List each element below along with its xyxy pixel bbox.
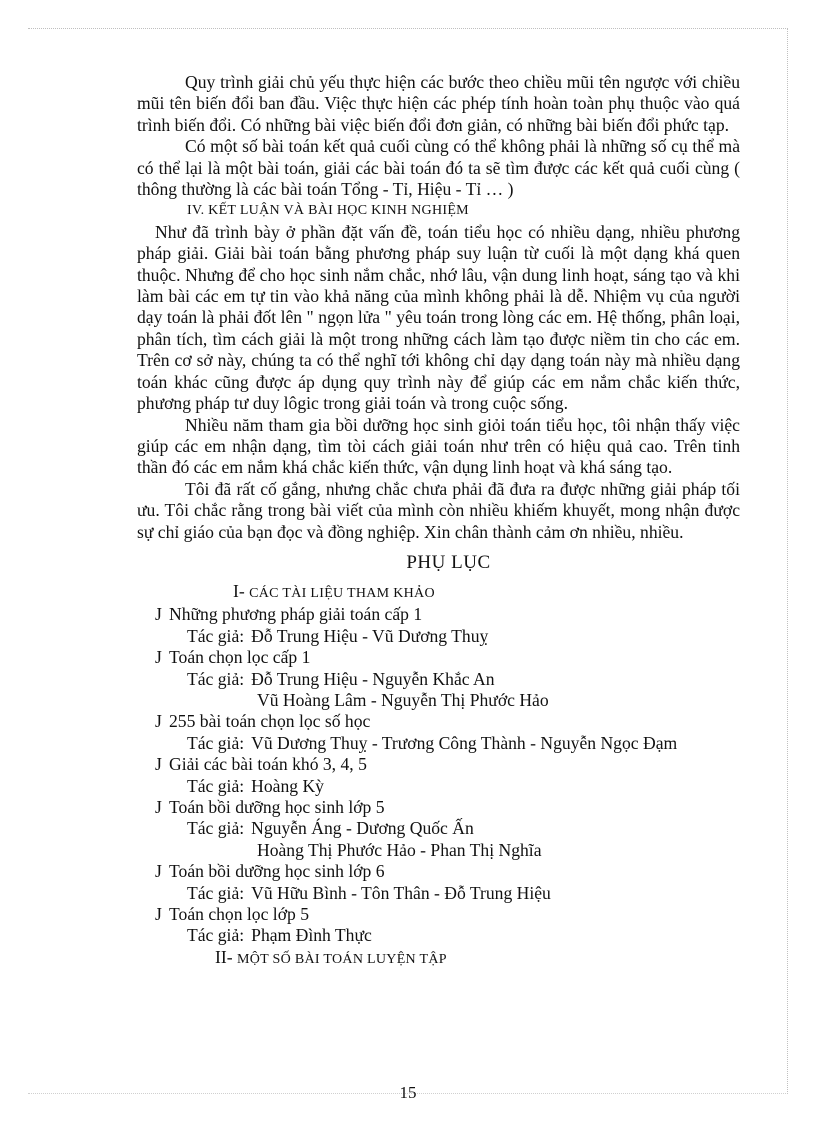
reference-title bbox=[137, 647, 740, 668]
page-number: 15 bbox=[399, 1083, 417, 1102]
author-names: Nguyễn Áng - Dương Quốc Ấn bbox=[251, 818, 474, 839]
reference-title bbox=[137, 797, 740, 818]
author-label: Tác giả: bbox=[187, 732, 245, 753]
paragraph-results: Có một số bài toán kết quả cuối cùng có thể không phải là những số cụ thể mà có thể lại là một bài toán, giải các bài toán đó ta sẽ tìm được các kết quả cuối cùng ( thông thường là các bài toán Tổng - Tỉ, Hiệu - Tỉ … ) bbox=[137, 136, 740, 200]
paragraph-conclusion-1: Như đã trình bày ở phần đặt vấn đề, toán tiểu học có nhiều dạng, nhiều phương pháp giải. Giải bài toán bằng phương pháp suy luận từ cuối là một dạng khá quen thuộc. Nhưng để cho học sinh nắm chắc, nhớ lâu, vận dung linh hoạt, sáng tạo và khi làm bài các em tự tin vào khả năng của mình không phải là dễ. Nhiệm vụ của người dạy toán là phải đốt lên " ngọn lửa " yêu toán trong lòng các em. Hệ thống, phân loại, phân tích, tìm cách giải là một trong những cách làm tạo được niềm tin cho các em. Trên cơ sở này, chúng ta có thể nghĩ tới không chỉ dạy dạng toán này mà nhiều dạng toán khác cũng được áp dụng quy trình này để giúp các em nắm chắc kiến thức, phương pháp tư duy lôgic trong giải toán và trong cuộc sống. bbox=[137, 221, 740, 414]
author-label: Tác giả: bbox=[187, 882, 245, 903]
references-heading-text: CÁC TÀI LIỆU THAM KHẢO bbox=[249, 585, 435, 601]
reference-list bbox=[137, 604, 740, 947]
reference-author bbox=[137, 626, 740, 647]
exercises-heading bbox=[137, 947, 740, 970]
reference-title-text: Những phương pháp giải toán cấp 1 bbox=[169, 604, 423, 625]
reference-author bbox=[137, 669, 740, 690]
author-names: Hoàng Kỳ bbox=[251, 775, 324, 796]
reference-title-text: Giải các bài toán khó 3, 4, 5 bbox=[169, 754, 367, 775]
author-label: Tác giả: bbox=[187, 775, 245, 796]
author-label: Tác giả: bbox=[187, 925, 245, 946]
bullet-icon: J bbox=[155, 904, 162, 925]
paragraph-conclusion-3: Tôi đã rất cố gắng, nhưng chắc chưa phải đã đưa ra được những giải pháp tối ưu. Tôi chắc rằng trong bài viết của mình còn nhiều khiếm khuyết, mong nhận được sự chỉ giáo của bạn đọc và đồng nghiệp. Xin chân thành cảm ơn nhiều, nhiều. bbox=[137, 478, 740, 542]
author-names-continued: Hoàng Thị Phước Hảo - Phan Thị Nghĩa bbox=[257, 839, 542, 860]
reference-title-text: Toán bồi dưỡng học sinh lớp 6 bbox=[169, 861, 385, 882]
paragraph-conclusion-2: Nhiều năm tham gia bồi dưỡng học sinh giỏi toán tiểu học, tôi nhận thấy việc giúp các em nhận dạng, tìm tòi cách giải toán như trên có hiệu quả cao. Trên tinh thần đó các em nắm khá chắc kiến thức, vận dụng linh hoạt và khá sáng tạo. bbox=[137, 414, 740, 478]
reference-author bbox=[137, 776, 740, 797]
author-label: Tác giả: bbox=[187, 818, 245, 839]
reference-author bbox=[137, 733, 740, 754]
section-heading-conclusion: IV. KẾT LUẬN VÀ BÀI HỌC KINH NGHIỆM bbox=[187, 203, 469, 219]
exercises-heading-number: II- bbox=[215, 946, 233, 967]
author-names: Vũ Dương Thuỵ - Trương Công Thành - Nguyễn Ngọc Đạm bbox=[251, 732, 678, 753]
bullet-icon: J bbox=[155, 797, 162, 817]
author-names: Đỗ Trung Hiệu - Nguyễn Khắc An bbox=[251, 668, 495, 689]
paragraph-process: Quy trình giải chủ yếu thực hiện các bước theo chiều mũi tên ngược với chiều mũi tên biến đổi ban đầu. Việc thực hiện các phép tính hoàn toàn phụ thuộc vào quá trình biến đổi. Có những bài việc biến đổi đơn giản, có những bài biến đổi phức tạp. bbox=[137, 72, 740, 135]
reference-title bbox=[137, 754, 740, 775]
document-body bbox=[137, 72, 740, 970]
bullet-icon: J bbox=[155, 711, 162, 732]
appendix-title: PHỤ LỤC bbox=[406, 551, 491, 573]
reference-author bbox=[137, 925, 740, 946]
reference-title bbox=[137, 904, 740, 925]
reference-title bbox=[137, 604, 740, 625]
author-names: Phạm Đình Thực bbox=[251, 925, 372, 946]
bullet-icon: J bbox=[155, 604, 162, 625]
author-label: Tác giả: bbox=[187, 625, 245, 646]
bullet-icon: J bbox=[155, 861, 162, 882]
author-names: Vũ Hữu Bình - Tôn Thân - Đỗ Trung Hiệu bbox=[251, 882, 551, 903]
reference-title bbox=[137, 861, 740, 882]
reference-title-text: 255 bài toán chọn lọc số học bbox=[169, 711, 371, 732]
exercises-heading-text: MỘT SỐ BÀI TOÁN LUYỆN TẬP bbox=[236, 951, 447, 967]
reference-title bbox=[137, 711, 740, 732]
reference-title-text: Toán bồi dưỡng học sinh lớp 5 bbox=[169, 797, 385, 817]
author-names: Đỗ Trung Hiệu - Vũ Dương Thuỵ bbox=[251, 625, 489, 646]
reference-author bbox=[137, 883, 740, 904]
reference-title-text: Toán chọn lọc cấp 1 bbox=[169, 647, 311, 668]
references-heading-number: I- bbox=[233, 580, 245, 601]
reference-title-text: Toán chọn lọc lớp 5 bbox=[169, 904, 309, 925]
reference-author bbox=[137, 818, 740, 839]
author-names-continued: Vũ Hoàng Lâm - Nguyễn Thị Phước Hảo bbox=[257, 689, 549, 710]
bullet-icon: J bbox=[155, 647, 162, 668]
author-label: Tác giả: bbox=[187, 668, 245, 689]
references-heading bbox=[137, 581, 740, 604]
bullet-icon: J bbox=[155, 754, 162, 775]
